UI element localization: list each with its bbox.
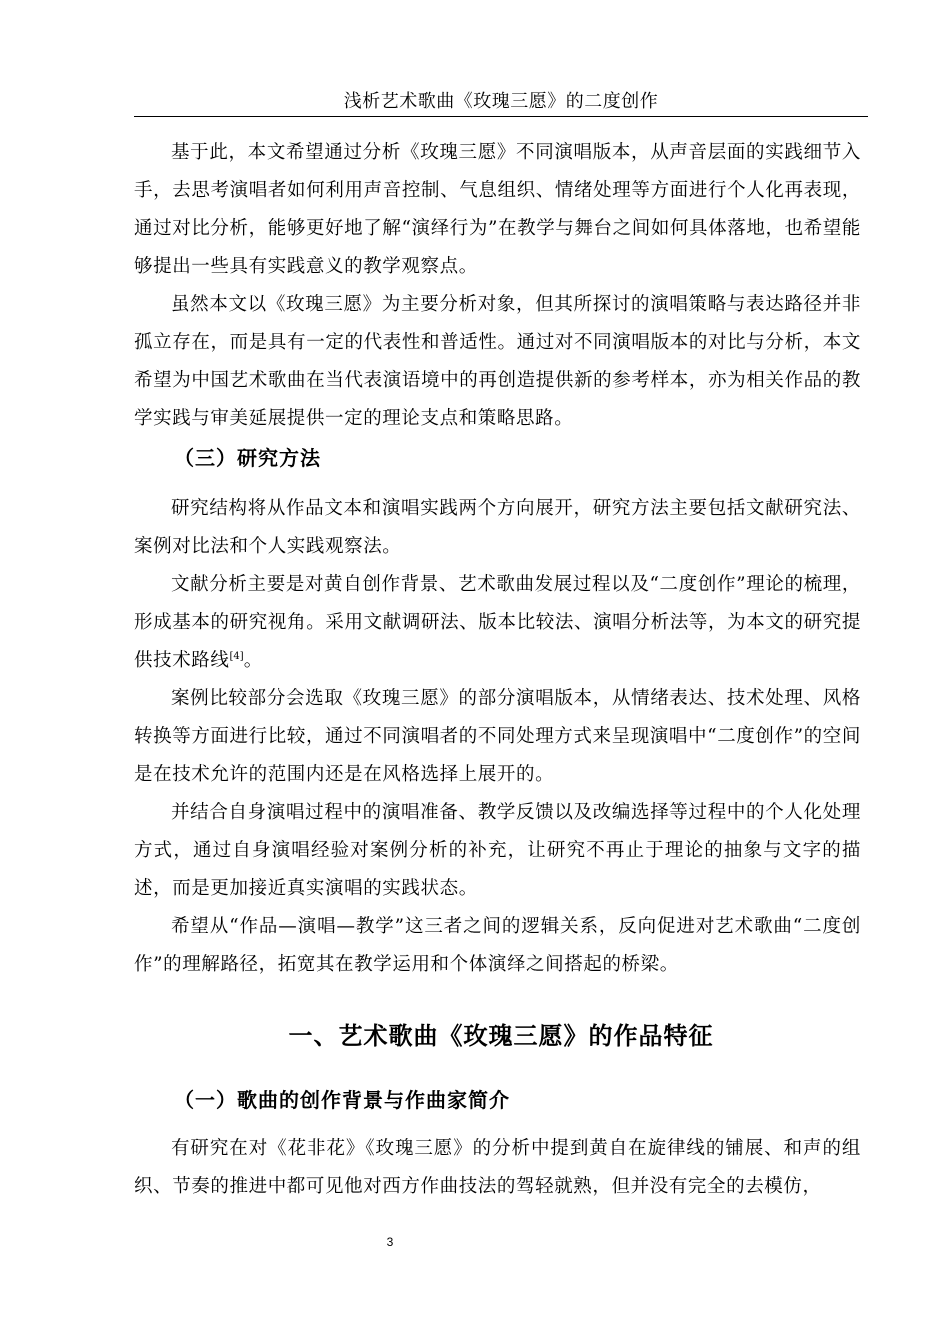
body-paragraph: 有研究在对《花非花》《玫瑰三愿》的分析中提到黄自在旋律线的铺展、和声的组织、节奏的推进中都可见他对西方作曲技法的驾轻就熟，但并没有完全的去模仿， — [134, 1138, 861, 1197]
body-paragraph: 并结合自身演唱过程中的演唱准备、教学反馈以及改编选择等过程中的个人化处理方式，通过自身演唱经验对案例分析的补充，让研究不再止于理论的抽象与文字的描述，而是更加接近真实演唱的实践状态。 — [134, 802, 861, 899]
page-number: 3 — [386, 1235, 394, 1249]
body-paragraph: 研究结构将从作品文本和演唱实践两个方向展开，研究方法主要包括文献研究法、案例对比法和个人实践观察法。 — [134, 498, 861, 557]
section-heading: （三）研究方法 — [174, 446, 321, 470]
running-header: 浅析艺术歌曲《玫瑰三愿》的二度创作 — [343, 91, 659, 112]
body-paragraph: 案例比较部分会选取《玫瑰三愿》的部分演唱版本，从情绪表达、技术处理、风格转换等方面进行比较，通过不同演唱者的不同处理方式来呈现演唱中“二度创作”的空间是在技术允许的范围内还是在风格选择上展开的。 — [134, 688, 861, 785]
header-divider — [134, 116, 868, 117]
paragraph-text: 文献分析主要是对黄自创作背景、艺术歌曲发展过程以及“二度创作”理论的梳理，形成基本的研究视角。采用文献调研法、版本比较法、演唱分析法等，为本文的研究提供技术路线 — [134, 574, 861, 671]
section-heading: （一）歌曲的创作背景与作曲家简介 — [174, 1088, 510, 1112]
citation-marker: [4] — [229, 650, 244, 662]
body-paragraph: 基于此，本文希望通过分析《玫瑰三愿》不同演唱版本，从声音层面的实践细节入手，去思考演唱者如何利用声音控制、气息组织、情绪处理等方面进行个人化再表现，通过对比分析，能够更好地了解“演绎行为”在教学与舞台之间如何具体落地，也希望能够提出一些具有实践意义的教学观察点。 — [134, 142, 861, 277]
body-paragraph: 虽然本文以《玫瑰三愿》为主要分析对象，但其所探讨的演唱策略与表达路径并非孤立存在，而是具有一定的代表性和普适性。通过对不同演唱版本的对比与分析，本文希望为中国艺术歌曲在当代表演语境中的再创造提供新的参考样本，亦为相关作品的教学实践与审美延展提供一定的理论支点和策略思路。 — [134, 294, 861, 429]
body-paragraph: 希望从“作品—演唱—教学”这三者之间的逻辑关系，反向促进对艺术歌曲“二度创作”的理解路径，拓宽其在教学运用和个体演绎之间搭起的桥梁。 — [134, 916, 861, 975]
paragraph-end: 。 — [243, 650, 263, 671]
chapter-heading: 一、艺术歌曲《玫瑰三愿》的作品特征 — [288, 1022, 714, 1050]
body-paragraph — [134, 566, 861, 680]
